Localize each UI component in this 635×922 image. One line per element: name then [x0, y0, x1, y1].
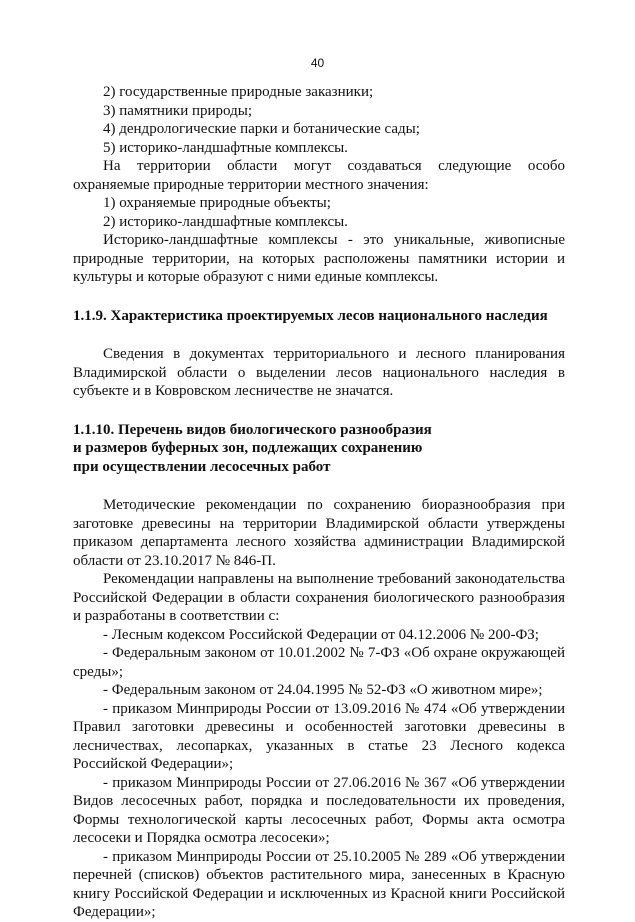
law-item: - Лесным кодексом Российской Федерации от 04.12.2006 № 200-ФЗ; — [103, 626, 539, 643]
section-heading-1-1-9: 1.1.9. Характеристика проектируемых лесов национального наследия — [73, 307, 548, 324]
paragraph-national-heritage: Сведения в документах территориального и лесного планирования Владимирской области о выделении лесов национального наследия в субъекте и в Ковровском лесничестве не значатся. — [73, 346, 565, 399]
paragraph-landscape-complexes: Историко-ландшафтные комплексы - это уникальные, живописные природные территории, на которых расположены памятники истории и культуры и которые образуют с ними единые комплексы. — [73, 232, 565, 285]
heading-line: при осуществлении лесосечных работ — [73, 458, 331, 475]
heading-line: 1.1.10. Перечень видов биологического разнообразия — [73, 421, 432, 438]
law-item: - приказом Минприроды России от 27.06.2016 № 367 «Об утверждении Видов лесосечных работ, порядка и последовательности их проведения, Формы технологической карты лесосечных работ, Формы акта осмотра лесосеки и Порядка осмотра лесосеки»; — [73, 774, 565, 846]
page-number: 40 — [310, 56, 325, 70]
law-item: - Федеральным законом от 24.04.1995 № 52-ФЗ «О животном мире»; — [103, 682, 543, 698]
list-item: 4) дендрологические парки и ботанические сады; — [103, 121, 420, 137]
law-item: - приказом Минприроды России от 13.09.2016 № 474 «Об утверждении Правил заготовки древесины и особенностей заготовки древесины в лесничествах, лесопарках, указанных в статье 23 Лесного кодекса Российской Федерации»; — [73, 700, 565, 772]
list-item: 2) государственные природные заказники; — [103, 84, 374, 100]
list-item: 5) историко-ландшафтные комплексы. — [103, 139, 348, 156]
list-item: 1) охраняемые природные объекты; — [103, 195, 331, 211]
list-item: 2) историко-ландшафтные комплексы. — [103, 213, 348, 230]
paragraph-local-territories: На территории области могут создаваться следующие особо охраняемые природные территории местного значения: — [73, 158, 565, 193]
paragraph-recommendations-purpose: Рекомендации направлены на выполнение требований законодательства Российской Федерации в области сохранения биологического разнообразия и разработаны в соответствии с: — [73, 571, 565, 624]
law-item: - Федеральным законом от 10.01.2002 № 7-ФЗ «Об охране окружающей среды»; — [73, 645, 565, 680]
document-body — [73, 83, 565, 922]
list-item: 3) памятники природы; — [103, 102, 252, 119]
section-heading-1-1-10 — [73, 421, 565, 477]
paragraph-methodical-recommendations: Методические рекомендации по сохранению биоразнообразия при заготовке древесины на территории Владимирской области утверждены приказом департамента лесного хозяйства администрации Владимирской области от 23.10.2017 № 846-П. — [73, 497, 565, 569]
heading-line: и размеров буферных зон, подлежащих сохранению — [73, 440, 423, 456]
law-item: - приказом Минприроды России от 25.10.2005 № 289 «Об утверждении перечней (списков) объектов растительного мира, занесенных в Красную книгу Российской Федерации и исключенных из Красной книги Российской Федерации»; — [73, 848, 565, 920]
